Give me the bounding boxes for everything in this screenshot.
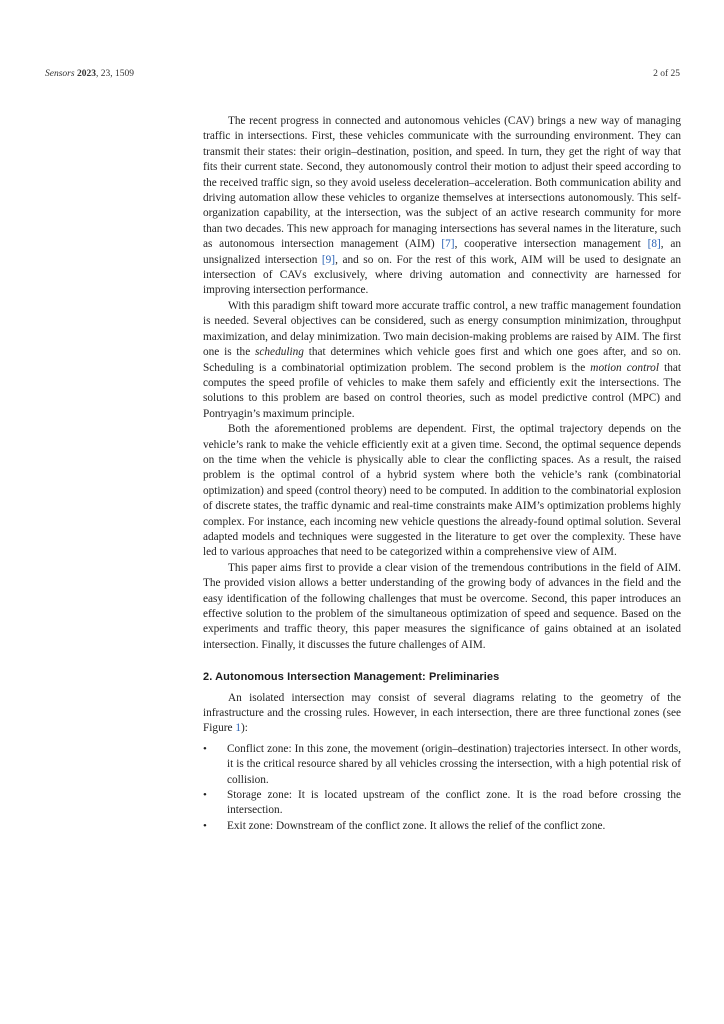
paragraph-text: , an unsignalized intersection: [203, 238, 682, 266]
paragraph-text: ):: [240, 722, 248, 735]
citation-link-7[interactable]: [7]: [441, 238, 455, 251]
emphasis-scheduling: scheduling: [255, 346, 304, 359]
list-item-text: Exit zone: Downstream of the conflict zone. It allows the relief of the conflict zone.: [227, 819, 606, 832]
journal-name: Sensors: [45, 69, 75, 79]
bullet-icon: •: [203, 789, 207, 802]
paragraph-text: , cooperative intersection management: [454, 238, 648, 251]
main-text-column: [203, 114, 681, 834]
paragraph-text: that computes the speed profile of vehicles to make them safely and efficiently exit the intersections. The solutions to this problem are based on control theories, such as model predictive control (MPC) and Pontryagin’s maximum principle.: [203, 361, 682, 420]
paragraph-text: With this paradigm shift toward more accurate traffic control, a new traffic management foundation is needed. Several objectives can be considered, such as energy consumption minimization, throughput maximization, and delay minimization. Two main decision-making problems are raised by AIM. The first one is the: [203, 299, 681, 359]
emphasis-motion-control: motion control: [590, 361, 659, 374]
list-item-storage-zone: [203, 788, 681, 819]
list-item-conflict-zone: [203, 742, 681, 788]
paragraph-3: Both the aforementioned problems are dependent. First, the optimal trajectory depends on the vehicle’s rank to make the vehicle efficiently exit at a given time. Second, the optimal sequence depends on the time when the vehicle is physically able to clear the conflicting spaces. As a result, the raised problem is the optimal control of a hybrid system where both the vehicle’s rank (combinatorial optimization) and speed (control theory) need to be computed. In addition to the combinatorial explosion of discrete states, the traffic dynamic and real-time constraints make AIM’s optimization problems highly complex. For instance, each incoming new vehicle questions the already-found optimal solution. Several adapted models and techniques were suggested in the literature to get over the complexity. These have led to various approaches that need to be categorized within a comprehensive view of AIM.: [203, 423, 681, 559]
journal-citation: [45, 69, 134, 79]
list-item-text: Storage zone: It is located upstream of the conflict zone. It is the road before crossing the intersection.: [227, 789, 681, 817]
paragraph-text: that determines which vehicle goes first and which one goes after, and so on. Scheduling is a combinatorial optimization problem. The second problem is the: [203, 346, 681, 374]
list-item-text: Conflict zone: In this zone, the movement (origin–destination) trajectories intersect. In other words, it is the critical resource shared by all vehicles crossing the intersection, with a high potential risk of collision.: [227, 742, 681, 786]
list-item-exit-zone: [203, 819, 681, 834]
journal-volume-pages: , 23, 1509: [95, 69, 134, 79]
citation-link-9[interactable]: [9]: [321, 253, 336, 266]
figure-link-1[interactable]: 1: [235, 722, 241, 735]
section-intro-paragraph: [203, 691, 681, 737]
paragraph-text: , and so on. For the rest of this work, AIM will be used to designate an intersection of CAVs exclusively, where driving automation and connectivity are harnessed for improving intersection performance.: [203, 253, 682, 297]
section-heading: 2. Autonomous Intersection Management: Preliminaries: [203, 671, 500, 684]
journal-year: 2023: [76, 69, 96, 79]
paragraph-text: An isolated intersection may consist of several diagrams relating to the geometry of the infrastructure and the crossing rules. However, in each intersection, there are three functional zones (see Figure: [203, 691, 681, 735]
bullet-icon: •: [203, 819, 207, 832]
paragraph-2: [203, 299, 681, 422]
running-header: [45, 69, 680, 83]
paragraph-1: [203, 114, 681, 299]
bullet-icon: •: [203, 742, 207, 755]
zone-list: [203, 742, 681, 834]
paragraph-4: This paper aims first to provide a clear vision of the tremendous contributions in the field of AIM. The provided vision allows a better understanding of the growing body of advances in the field and the easy identification of the following challenges that must be overcome. Second, this paper introduces an effective solution to the problem of the simultaneous optimization of speed and sequence. Based on the experiments and traffic theory, this paper measures the significance of gains obtained at an isolated intersection. Finally, it discusses the future challenges of AIM.: [203, 561, 681, 651]
citation-link-8[interactable]: [8]: [647, 238, 661, 251]
paragraph-text: The recent progress in connected and autonomous vehicles (CAV) brings a new way of managing traffic in intersections. First, these vehicles communicate with the surrounding environment. They can transmit their states: their origin–destination, position, and speed. In turn, they get the right of way that fits their current state. Second, they autonomously control their motion to adjust their speed according to the received traffic sign, so they avoid useless deceleration–acceleration. Both communication ability and driving automation allow these vehicles to organize themselves at intersections autonomously. This self-organization capability, at the intersection, was the subject of an active research community for more than two decades. This new approach for managing intersections has several names in the literature, such as autonomous intersection management (AIM): [203, 115, 681, 251]
page-number: 2 of 25: [653, 69, 680, 79]
